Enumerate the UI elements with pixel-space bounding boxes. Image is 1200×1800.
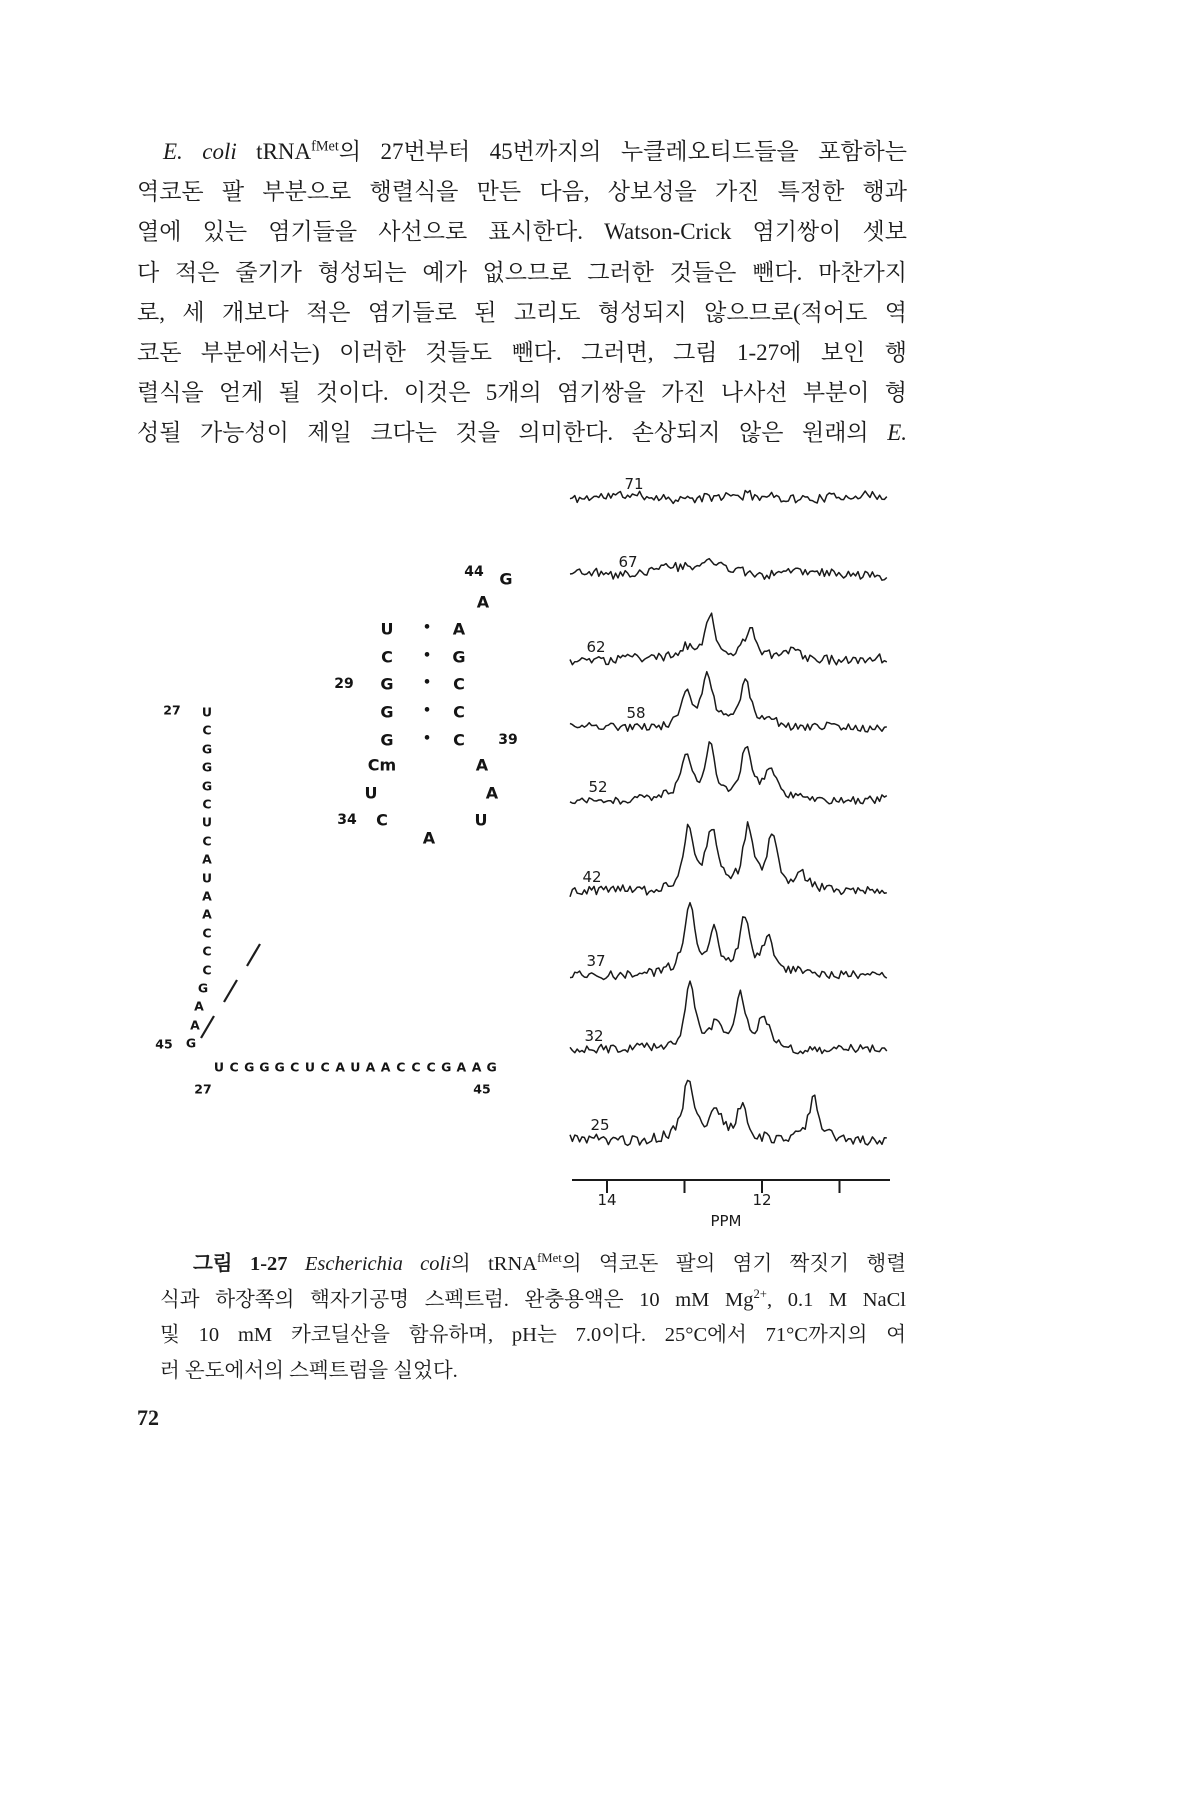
matrix-row-letter: A — [202, 851, 212, 867]
text-segment: 열에 있는 염기들을 사선으로 표시한다. Watson-Crick 염기쌍이 셋보 — [137, 219, 907, 245]
text-segment: 다 적은 줄기가 형성되는 예가 없으므로 그러한 것들은 뺀다. 마찬가지 — [137, 259, 907, 285]
nucleotide-letter: C — [376, 810, 388, 830]
text-line — [137, 333, 907, 373]
position-label-34: 34 — [337, 812, 357, 828]
text-segment: 및 10 mM 카코딜산을 함유하며, pH는 7.0이다. 25°C에서 71°C까지의 여 — [160, 1324, 906, 1346]
matrix-row-letter: U — [201, 870, 213, 886]
matrix-row-letter: C — [202, 962, 212, 978]
nmr-spectrum-52C — [570, 742, 887, 804]
matrix-col-letter: G — [486, 1059, 497, 1075]
temperature-label: 71 — [624, 475, 644, 493]
nmr-spectrum-42C — [570, 822, 887, 897]
position-label-45: 45 — [473, 1081, 491, 1097]
matrix-row-letter: G — [201, 741, 213, 757]
matrix-col-letter: A — [471, 1059, 482, 1075]
position-label-45: 45 — [155, 1036, 173, 1052]
matrix-col-letter: G — [441, 1059, 452, 1075]
text-line — [137, 293, 907, 333]
text-segment: E. — [887, 420, 907, 446]
matrix-col-letter: C — [229, 1059, 239, 1075]
text-segment: 의 tRNA — [450, 1253, 538, 1275]
matrix-col-letter: A — [380, 1059, 391, 1075]
nmr-spectrum-37C — [570, 903, 887, 980]
nmr-spectrum-71C — [570, 491, 887, 504]
axis-tick-label: 14 — [597, 1191, 617, 1209]
base-pair-dot: • — [422, 731, 432, 747]
matrix-col-letter: A — [335, 1059, 346, 1075]
matrix-diagonal-dash — [201, 1016, 214, 1038]
nucleotide-letter: A — [422, 828, 436, 848]
nucleotide-letter: C — [453, 702, 465, 722]
temperature-label: 25 — [590, 1116, 610, 1134]
matrix-row-letter: C — [202, 796, 212, 812]
matrix-col-letter: C — [396, 1059, 406, 1075]
temperature-label: 32 — [584, 1027, 604, 1045]
position-label-44: 44 — [464, 564, 484, 580]
matrix-row-letter: G — [201, 759, 213, 775]
matrix-col-letter: U — [350, 1059, 361, 1075]
position-label-27: 27 — [194, 1081, 212, 1097]
figure-caption — [160, 1247, 906, 1389]
text-segment: 식과 하장쪽의 핵자기공명 스펙트럼. 완충용액은 10 mM Mg — [160, 1288, 754, 1311]
position-label-29: 29 — [334, 676, 354, 693]
text-segment: 그림 1-27 — [193, 1253, 288, 1275]
matrix-row-letter: G — [201, 778, 213, 794]
matrix-row-letter: C — [202, 943, 212, 959]
matrix-row-letter: A — [202, 888, 212, 904]
text-line — [160, 1283, 906, 1319]
nmr-spectrum-32C — [570, 981, 887, 1054]
matrix-row-letter: A — [202, 906, 212, 922]
nucleotide-letter: G — [452, 647, 466, 667]
text-line — [137, 172, 907, 212]
temperature-label: 37 — [586, 952, 606, 970]
matrix-diagonal-dash — [224, 980, 237, 1002]
matrix-col-letter: A — [456, 1059, 467, 1075]
text-segment: 성될 가능성이 제일 크다는 것을 의미한다. 손상되지 않은 원래의 — [137, 420, 888, 446]
nucleotide-letter: C — [381, 647, 393, 667]
text-segment: , 0.1 M NaCl — [766, 1288, 906, 1311]
matrix-row-letter: A — [190, 1017, 200, 1033]
text-segment: 의 27번부터 45번까지의 누클레오티드들을 포함하는 — [338, 139, 907, 164]
text-segment: fMet — [537, 1251, 562, 1266]
temperature-label: 52 — [588, 778, 608, 796]
base-pair-dot: • — [422, 675, 432, 691]
nucleotide-letter: A — [452, 619, 466, 639]
text-segment: 역코돈 팔 부분으로 행렬식을 만든 다음, 상보성을 가진 특정한 행과 — [137, 179, 907, 205]
nucleotide-letter: Cm — [367, 755, 397, 775]
nucleotide-letter: U — [380, 619, 394, 639]
nucleotide-letter: C — [453, 730, 465, 750]
matrix-row-letter: U — [201, 814, 213, 830]
text-segment: Escherichia coli — [304, 1253, 451, 1275]
matrix-col-letter: G — [274, 1059, 285, 1075]
text-line — [137, 373, 907, 413]
text-segment: fMet — [311, 138, 339, 155]
matrix-col-letter: C — [426, 1059, 436, 1075]
matrix-diagonal-dash — [247, 944, 260, 966]
matrix-row-letter: C — [202, 925, 212, 941]
nucleotide-letter: A — [475, 755, 489, 775]
base-pair-dot: • — [422, 703, 432, 719]
matrix-row-letter: C — [202, 722, 212, 738]
text-segment: 러 온도에서의 스펙트럼을 실었다. — [160, 1359, 458, 1382]
nmr-spectrum-62C — [570, 613, 887, 665]
axis-tick-label: 12 — [752, 1191, 772, 1209]
nucleotide-letter: G — [380, 702, 394, 722]
text-segment: 의 역코돈 팔의 염기 짝짓기 행렬 — [561, 1253, 906, 1275]
text-segment: 2+ — [753, 1286, 767, 1301]
text-segment: 로, 세 개보다 적은 염기들로 된 고리도 형성되지 않으므로(적어도 역 — [137, 299, 907, 325]
matrix-col-letter: C — [411, 1059, 421, 1075]
nucleotide-letter: A — [485, 783, 499, 803]
matrix-col-letter: G — [259, 1059, 270, 1075]
matrix-col-letter: G — [244, 1059, 255, 1075]
nucleotide-letter: U — [474, 810, 488, 830]
page-number: 72 — [137, 1405, 159, 1430]
text-line — [137, 253, 907, 293]
temperature-label: 42 — [582, 868, 602, 886]
nmr-spectrum-25C — [570, 1080, 887, 1145]
nucleotide-letter: U — [364, 783, 378, 803]
text-line — [160, 1247, 906, 1283]
temperature-label: 62 — [586, 638, 606, 656]
text-line — [137, 132, 907, 172]
text-line — [137, 212, 907, 252]
nucleotide-letter: G — [499, 569, 513, 589]
matrix-col-letter: U — [304, 1059, 315, 1075]
text-line — [160, 1354, 906, 1390]
text-segment — [288, 1253, 305, 1275]
matrix-row-letter: A — [194, 998, 204, 1014]
axis-title: PPM — [710, 1212, 742, 1230]
nucleotide-letter: G — [380, 674, 394, 694]
body-paragraph — [137, 132, 907, 454]
text-line — [160, 1318, 906, 1354]
nucleotide-letter: C — [453, 674, 465, 694]
matrix-col-letter: A — [365, 1059, 376, 1075]
base-pair-dot: • — [422, 648, 432, 664]
nucleotide-letter: A — [476, 592, 490, 612]
matrix-col-letter: C — [320, 1059, 330, 1075]
matrix-col-letter: U — [213, 1059, 225, 1075]
matrix-row-letter: U — [201, 704, 213, 720]
temperature-label: 58 — [626, 704, 646, 722]
text-segment: E. coli — [163, 139, 237, 164]
nmr-spectrum-67C — [570, 559, 887, 581]
matrix-col-letter: C — [290, 1059, 300, 1075]
nmr-spectrum-58C — [570, 672, 887, 732]
temperature-label: 67 — [618, 553, 638, 571]
position-label-27: 27 — [163, 702, 181, 718]
position-label-39: 39 — [498, 731, 518, 748]
matrix-row-letter: C — [202, 833, 212, 849]
text-segment: 렬식을 얻게 될 것이다. 이것은 5개의 염기쌍을 가진 나사선 부분이 형 — [137, 380, 907, 406]
matrix-row-letter: G — [197, 980, 209, 996]
text-line — [137, 413, 907, 453]
matrix-row-letter: G — [185, 1035, 197, 1051]
nucleotide-letter: G — [380, 730, 394, 750]
text-segment: 코돈 부분에서는) 이러한 것들도 뺀다. 그러면, 그림 1-27에 보인 행 — [137, 340, 907, 366]
text-segment: tRNA — [236, 139, 312, 164]
base-pair-dot: • — [422, 620, 432, 636]
